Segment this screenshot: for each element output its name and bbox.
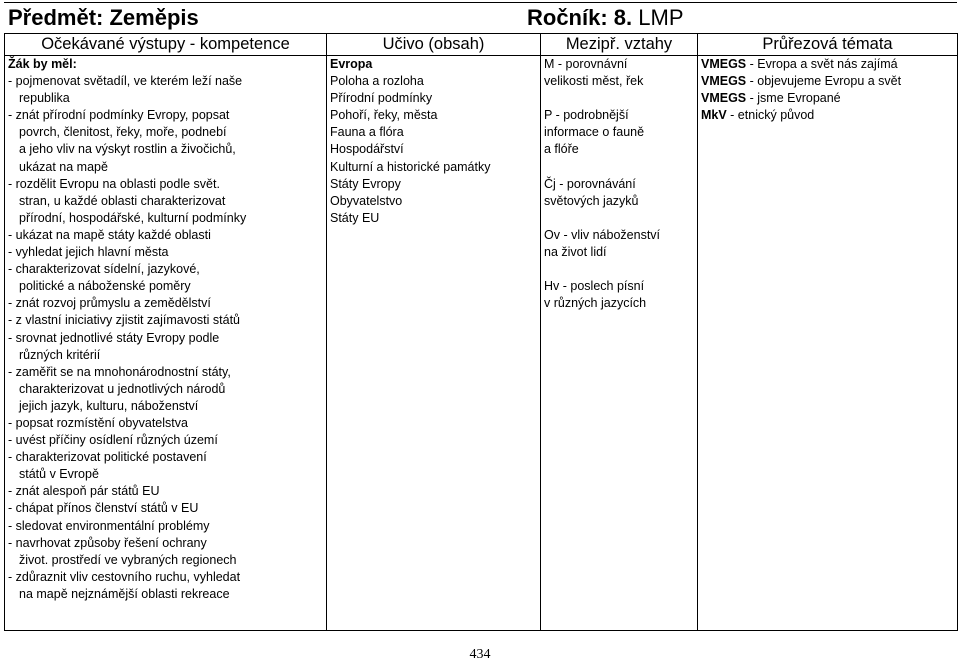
column-header-relations: Mezipř. vztahy [541,34,698,56]
content-heading: Evropa [330,57,373,71]
content-line: Fauna a flóra [330,125,404,140]
content-list [327,56,540,227]
theme-code: VMEGS [701,57,747,71]
relation-line: na život lidí [544,245,607,260]
curriculum-table [4,33,958,631]
content-line: Poloha a rozloha [330,74,424,89]
theme-code: MkV [701,108,727,123]
content-row [5,56,958,631]
relation-line: a flóře [544,142,579,157]
output-line: - vyhledat jejich hlavní města [8,245,169,260]
relations-gap [541,159,697,176]
grade-label: Ročník: 8. [527,5,633,30]
relation-line: v různých jazycích [544,296,647,311]
relation-line: Ov - vliv náboženství [544,227,661,242]
output-line: - charakterizovat sídelní, jazykové, [8,262,200,277]
content-line: Přírodní podmínky [330,91,433,106]
theme-line [698,107,957,124]
output-line: jejich jazyk, kulturu, náboženství [19,398,199,413]
outputs-list [5,56,326,603]
output-line: různých kritérií [19,347,101,362]
output-line: států v Evropě [19,467,99,482]
outputs-cell [5,56,327,631]
relations-cell [541,56,698,631]
output-line: - znát alespoň pár států EU [8,484,160,499]
relation-line: informace o fauně [544,125,645,140]
theme-code: VMEGS [701,74,747,89]
theme-line [698,90,957,107]
output-line: - popsat rozmístění obyvatelstva [8,415,188,430]
output-line: - ukázat na mapě státy každé oblasti [8,227,211,242]
output-line: - navrhovat způsoby řešení ochrany [8,535,207,550]
title-row [4,2,957,34]
column-header-row [5,34,958,56]
output-line: - chápat přínos členství států v EU [8,501,199,516]
relations-list [541,56,697,312]
output-line: - pojmenovat světadíl, ve kterém leží naše [8,74,243,89]
themes-list [698,56,957,124]
output-line: povrch, členitost, řeky, moře, podnebí [19,125,227,140]
themes-cell [698,56,958,631]
theme-text: - objevujeme Evropu a svět [746,74,902,89]
relation-line: Čj - porovnávání [544,176,636,191]
output-line: a jeho vliv na výskyt rostlin a živočichů, [19,142,236,157]
grade-title [527,4,684,32]
output-line: - srovnat jednotlivé státy Evropy podle [8,330,220,345]
output-line: - uvést příčiny osídlení různých území [8,433,218,448]
theme-text: - jsme Evropané [746,91,841,106]
output-line: stran, u každé oblasti charakterizovat [19,193,226,208]
output-line: ukázat na mapě [19,159,108,174]
output-line: - sledovat environmentální problémy [8,518,210,533]
relation-line: světových jazyků [544,193,639,208]
theme-text: - Evropa a svět nás zajímá [746,57,898,71]
relations-gap [541,261,697,278]
content-line: Obyvatelstvo [330,193,403,208]
relation-line: P - podrobnější [544,108,629,123]
output-line: charakterizovat u jednotlivých národů [19,381,226,396]
relation-line: M - porovnávní [544,57,628,71]
output-line: - charakterizovat politické postavení [8,450,207,465]
subject-title: Předmět: Zeměpis [8,5,199,30]
content-line: Státy EU [330,210,380,225]
content-cell [327,56,541,631]
column-header-outputs: Očekávané výstupy - kompetence [5,34,327,56]
relations-gap [541,90,697,107]
content-line: Kulturní a historické památky [330,159,491,174]
outputs-heading: Žák by měl: [8,57,77,71]
column-header-themes: Průřezová témata [698,34,958,56]
output-line: - z vlastní iniciativy zjistit zajímavosti států [8,313,241,328]
output-line: politické a náboženské poměry [19,279,191,294]
content-line: Hospodářství [330,142,404,157]
column-header-content: Učivo (obsah) [327,34,541,56]
output-line: - zaměřit se na mnohonárodnostní státy, [8,364,231,379]
relation-line: velikosti měst, řek [544,74,644,89]
output-line: život. prostředí ve vybraných regionech [19,552,237,567]
output-line: - rozdělit Evropu na oblasti podle svět. [8,176,220,191]
output-line: - znát přírodní podmínky Evropy, popsat [8,108,230,123]
output-line: na mapě nejznámější oblasti rekreace [19,586,230,601]
output-line: přírodní, hospodářské, kulturní podmínky [19,210,247,225]
theme-line [698,56,957,73]
page-number: 434 [469,647,491,662]
output-line: - zdůraznit vliv cestovního ruchu, vyhledat [8,569,241,584]
relations-gap [541,210,697,227]
theme-text: - etnický původ [726,108,815,123]
theme-code: VMEGS [701,91,747,106]
output-line: - znát rozvoj průmyslu a zemědělství [8,296,211,311]
content-line: Státy Evropy [330,176,401,191]
theme-line [698,73,957,90]
output-line: republika [19,91,70,106]
content-line: Pohoří, řeky, města [330,108,438,123]
grade-note: LMP [638,5,684,30]
relation-line: Hv - poslech písní [544,279,645,294]
